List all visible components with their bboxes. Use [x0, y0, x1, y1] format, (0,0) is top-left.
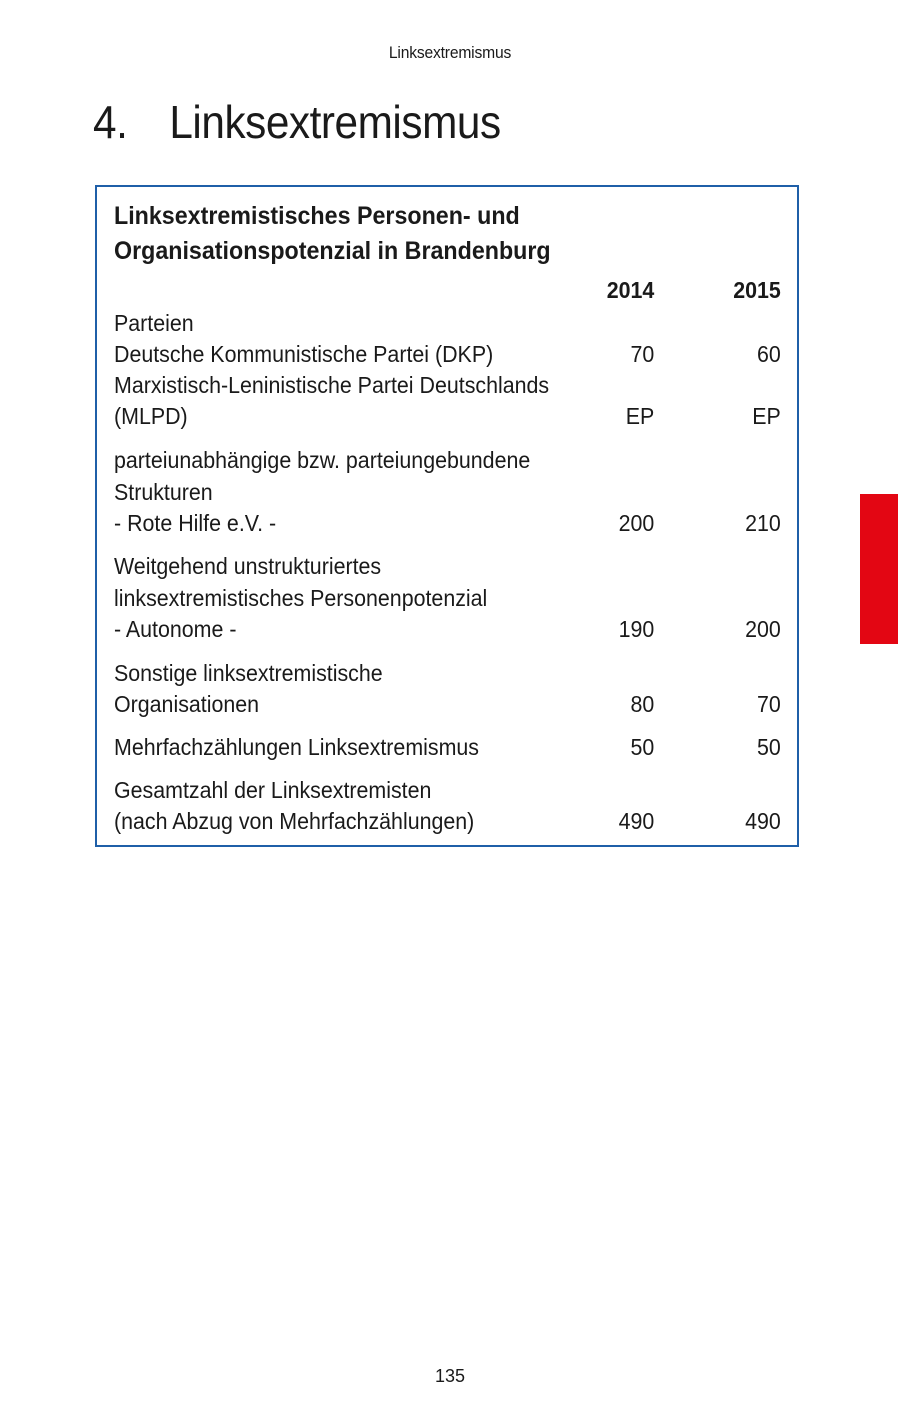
row-label: Deutsche Kommunistische Partei (DKP): [114, 341, 494, 367]
row-label: Sonstige linksextremistische: [114, 660, 383, 686]
row-label: Parteien: [114, 310, 194, 336]
row-label: - Rote Hilfe e.V. -: [114, 510, 277, 536]
row-label: Mehrfachzählungen Linksextremismus: [114, 734, 479, 760]
row-label: Organisationen: [114, 691, 260, 717]
statistics-box: [95, 185, 799, 847]
year-header-2014: 2014: [606, 277, 655, 303]
table-title: [114, 199, 551, 269]
row-label: Weitgehend unstrukturiertes: [114, 553, 382, 579]
row-label: Gesamtzahl der Linksextremisten: [114, 777, 432, 803]
row-label: parteiunabhängige bzw. parteiungebundene: [114, 447, 531, 473]
running-header: Linksextremismus: [388, 43, 512, 62]
table-title-line: Linksextremistisches Personen- und: [114, 202, 520, 230]
value-2015: 60: [757, 341, 781, 367]
row-label: (nach Abzug von Mehrfachzählungen): [114, 808, 475, 834]
value-2015: 70: [757, 691, 781, 717]
value-2014: 70: [630, 341, 655, 367]
value-2014: 50: [630, 734, 655, 760]
value-2014: 490: [618, 808, 655, 834]
chapter-number: 4.: [93, 96, 128, 148]
row-label: Strukturen: [114, 479, 213, 505]
chapter-title: Linksextremismus: [169, 96, 501, 148]
value-2015: EP: [752, 403, 781, 429]
value-2014: EP: [625, 403, 655, 429]
row-label: linksextremistisches Personenpotenzial: [114, 585, 488, 611]
year-header-2015: 2015: [733, 277, 781, 303]
row-label: (MLPD): [114, 403, 188, 429]
page-number: 135: [434, 1366, 466, 1386]
row-label: - Autonome -: [114, 616, 237, 642]
value-2015: 490: [745, 808, 781, 834]
chapter-tab-marker: [860, 494, 898, 644]
value-2014: 80: [630, 691, 655, 717]
chapter-heading: [93, 96, 501, 148]
row-label: Marxistisch-Leninistische Partei Deutschlands: [114, 372, 550, 398]
value-2015: 50: [757, 734, 781, 760]
table-title-line: Organisationspotenzial in Brandenburg: [114, 237, 551, 265]
value-2014: 190: [618, 616, 655, 642]
value-2015: 200: [745, 616, 781, 642]
value-2014: 200: [618, 510, 655, 536]
value-2015: 210: [745, 510, 781, 536]
